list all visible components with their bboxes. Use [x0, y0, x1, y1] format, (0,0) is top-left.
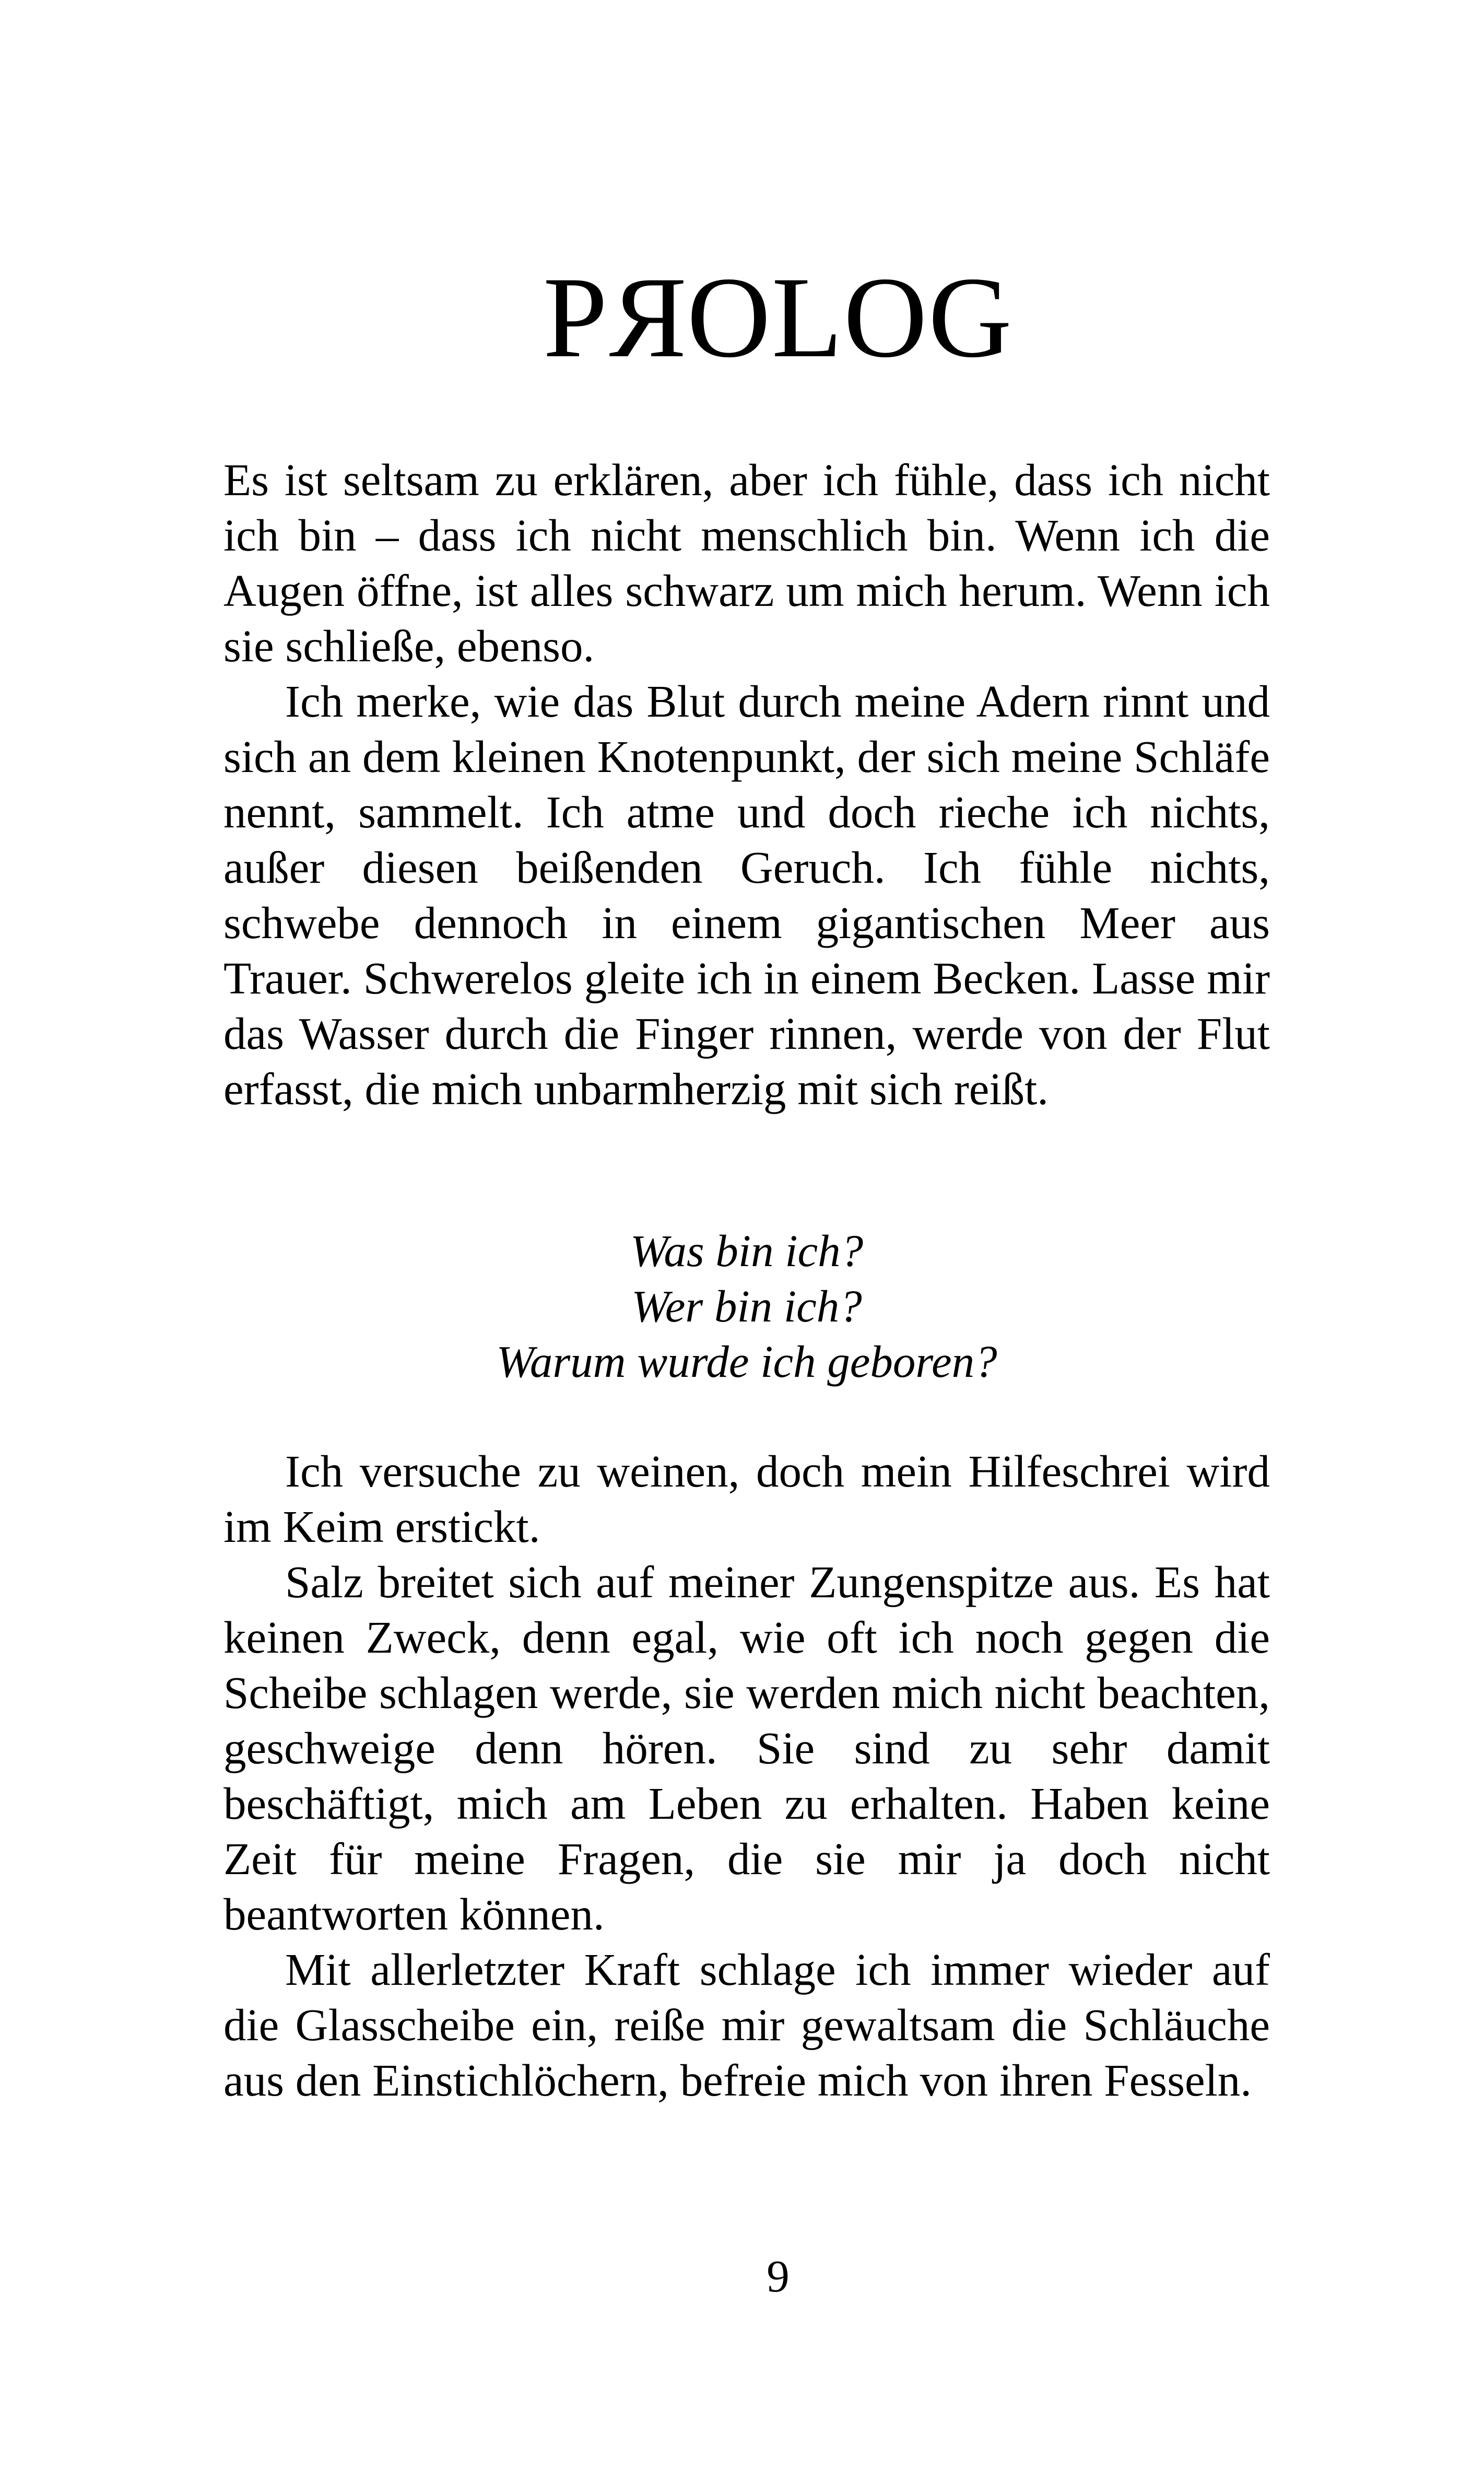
paragraph: Es ist seltsam zu erklären, aber ich fühle, dass ich nicht ich bin – dass ich nicht menschlich bin. Wenn ich die Augen öffne, ist alles schwarz um mich herum. Wenn ich sie schließe, ebenso. [223, 454, 1270, 671]
chapter-title-suffix: OLOG [687, 253, 1014, 382]
chapter-title-prefix: P [543, 253, 609, 382]
verse-line: Was bin ich? [630, 1225, 864, 1276]
paragraph: Ich merke, wie das Blut durch meine Adern rinnt und sich an dem kleinen Knotenpunkt, der sich meine Schläfe nennt, sammelt. Ich atme und doch rieche ich nichts, außer diesen beißenden Geruch. Ich fühle nichts, schwebe dennoch in einem gigantischen Meer aus Trauer. Schwerelos gleite ich in einem Becken. Lasse mir das Wasser durch die Finger rinnen, werde von der Flut erfasst, die mich unbarmherzig mit sich reißt. [223, 676, 1270, 1114]
page-number: 9 [767, 2251, 790, 2301]
italic-verse [223, 1223, 1270, 1389]
verse-line: Warum wurde ich geboren? [496, 1336, 997, 1387]
chapter-title [0, 250, 1484, 385]
paragraph: Salz breitet sich auf meiner Zungenspitze aus. Es hat keinen Zweck, denn egal, wie oft ich noch gegen die Scheibe schlagen werde, sie werden mich nicht beachten, geschweige denn hören. Sie sind zu sehr damit beschäftigt, mich am Leben zu erhalten. Haben keine Zeit für meine Fragen, die sie mir ja doch nicht beantworten können. [223, 1557, 1270, 1939]
body-text-block-2 [223, 1444, 1270, 2108]
body-text-block-1 [223, 452, 1270, 1117]
paragraph: Ich versuche zu weinen, doch mein Hilfeschrei wird im Keim erstickt. [223, 1446, 1270, 1552]
chapter-title-mirrored-letter: R [608, 253, 687, 382]
paragraph: Mit allerletzter Kraft schlage ich immer wieder auf die Glasscheibe ein, reiße mir gewaltsam die Schläuche aus den Einstichlöchern, befreie mich von ihren Fesseln. [223, 1944, 1270, 2106]
verse-line: Wer bin ich? [631, 1281, 862, 1331]
